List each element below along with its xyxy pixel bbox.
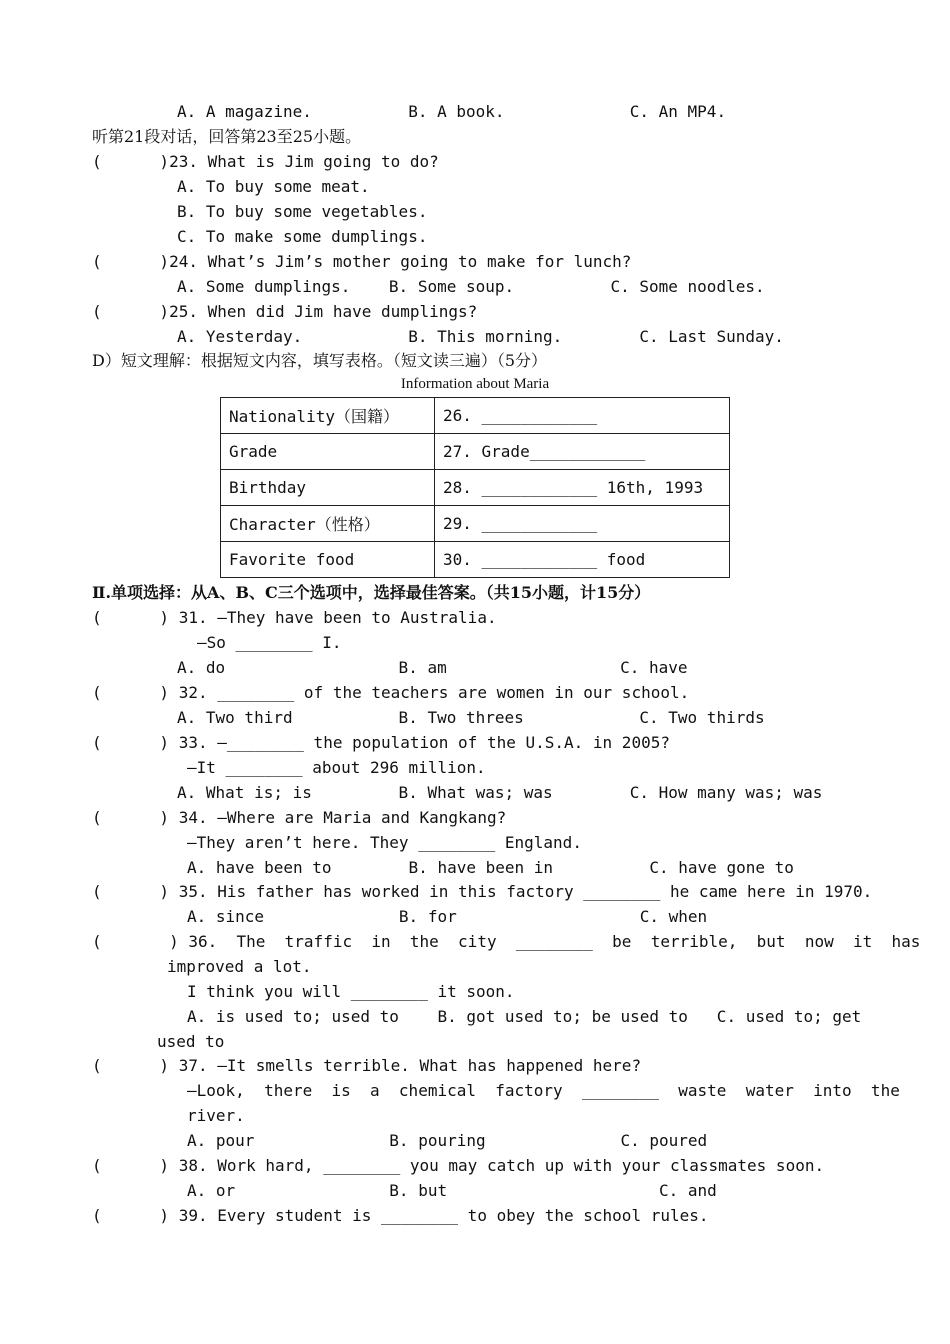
table-label: Grade [221, 434, 435, 470]
table-row [221, 434, 730, 470]
q23-option-b: B. To buy some vegetables. [177, 202, 428, 221]
q39-stem: ( ) 39. Every student is ________ to obey the school rules. [92, 1206, 709, 1225]
q24-stem: ( )24. What’s Jim’s mother going to make for lunch? [92, 252, 632, 271]
q35-stem: ( ) 35. His father has worked in this factory ________ he came here in 1970. [92, 882, 873, 901]
q37-stem-cont: —Look, there is a chemical factory ________ waste water into the [187, 1081, 900, 1100]
q23-option-c: C. To make some dumplings. [177, 227, 428, 246]
listening-instruction-21: 听第21段对话，回答第23至25小题。 [92, 127, 362, 146]
table-label: Birthday [221, 470, 435, 506]
q31-stem-cont: —So ________ I. [197, 633, 342, 652]
q36-stem-cont-2: I think you will ________ it soon. [187, 982, 515, 1001]
q35-options: A. since B. for C. when [187, 907, 708, 926]
q31-options: A. do B. am C. have [177, 658, 688, 677]
q36-options-cont: used to [157, 1032, 225, 1051]
table-answer-cell: 28. ____________ 16th, 1993 [435, 470, 730, 506]
table-answer-cell: 29. ____________ [435, 506, 730, 542]
q37-options: A. pour B. pouring C. poured [187, 1131, 708, 1150]
table-label: Character（性格） [221, 506, 435, 542]
q33-stem: ( ) 33. —________ the population of the U.S.A. in 2005? [92, 733, 670, 752]
table-row [221, 542, 730, 578]
maria-info-table [220, 397, 730, 578]
section-d-instruction: D）短文理解：根据短文内容，填写表格。（短文读三遍）（5分） [92, 351, 548, 370]
q37-stem: ( ) 37. —It smells terrible. What has happened here? [92, 1056, 642, 1075]
q34-options: A. have been to B. have been in C. have gone to [187, 858, 794, 877]
q32-options: A. Two third B. Two threes C. Two thirds [177, 708, 765, 727]
table-row [221, 398, 730, 434]
q25-stem: ( )25. When did Jim have dumplings? [92, 302, 478, 321]
table-row [221, 506, 730, 542]
q36-stem: ( ) 36. The traffic in the city ________ be terrible, but now it has [92, 932, 921, 951]
q23-option-a: A. To buy some meat. [177, 177, 370, 196]
table-row [221, 470, 730, 506]
table-label: Favorite food [221, 542, 435, 578]
q22-options: A. A magazine. B. A book. C. An MP4. [177, 102, 727, 121]
q25-options: A. Yesterday. B. This morning. C. Last Sunday. [177, 327, 784, 346]
q37-stem-cont-2: river. [187, 1106, 245, 1125]
q36-stem-cont: improved a lot. [167, 957, 312, 976]
q33-options: A. What is; is B. What was; was C. How many was; was [177, 783, 823, 802]
q38-options: A. or B. but C. and [187, 1181, 717, 1200]
table-answer-cell: 30. ____________ food [435, 542, 730, 578]
q36-options: A. is used to; used to B. got used to; be used to C. used to; get [187, 1007, 862, 1026]
q33-stem-cont: —It ________ about 296 million. [187, 758, 486, 777]
table-answer-cell: 27. Grade____________ [435, 434, 730, 470]
q23-stem: ( )23. What is Jim going to do? [92, 152, 439, 171]
q38-stem: ( ) 38. Work hard, ________ you may catch up with your classmates soon. [92, 1156, 825, 1175]
q32-stem: ( ) 32. ________ of the teachers are women in our school. [92, 683, 690, 702]
q24-options: A. Some dumplings. B. Some soup. C. Some noodles. [177, 277, 765, 296]
section-2-heading: Ⅱ.单项选择：从A、B、C三个选项中，选择最佳答案。（共15小题，计15分） [92, 583, 651, 602]
q34-stem: ( ) 34. —Where are Maria and Kangkang? [92, 808, 507, 827]
q31-stem: ( ) 31. —They have been to Australia. [92, 608, 497, 627]
table-answer-cell: 26. ____________ [435, 398, 730, 434]
table-caption: Information about Maria [400, 376, 550, 392]
q34-stem-cont: —They aren’t here. They ________ England. [187, 833, 582, 852]
table-label: Nationality（国籍） [221, 398, 435, 434]
